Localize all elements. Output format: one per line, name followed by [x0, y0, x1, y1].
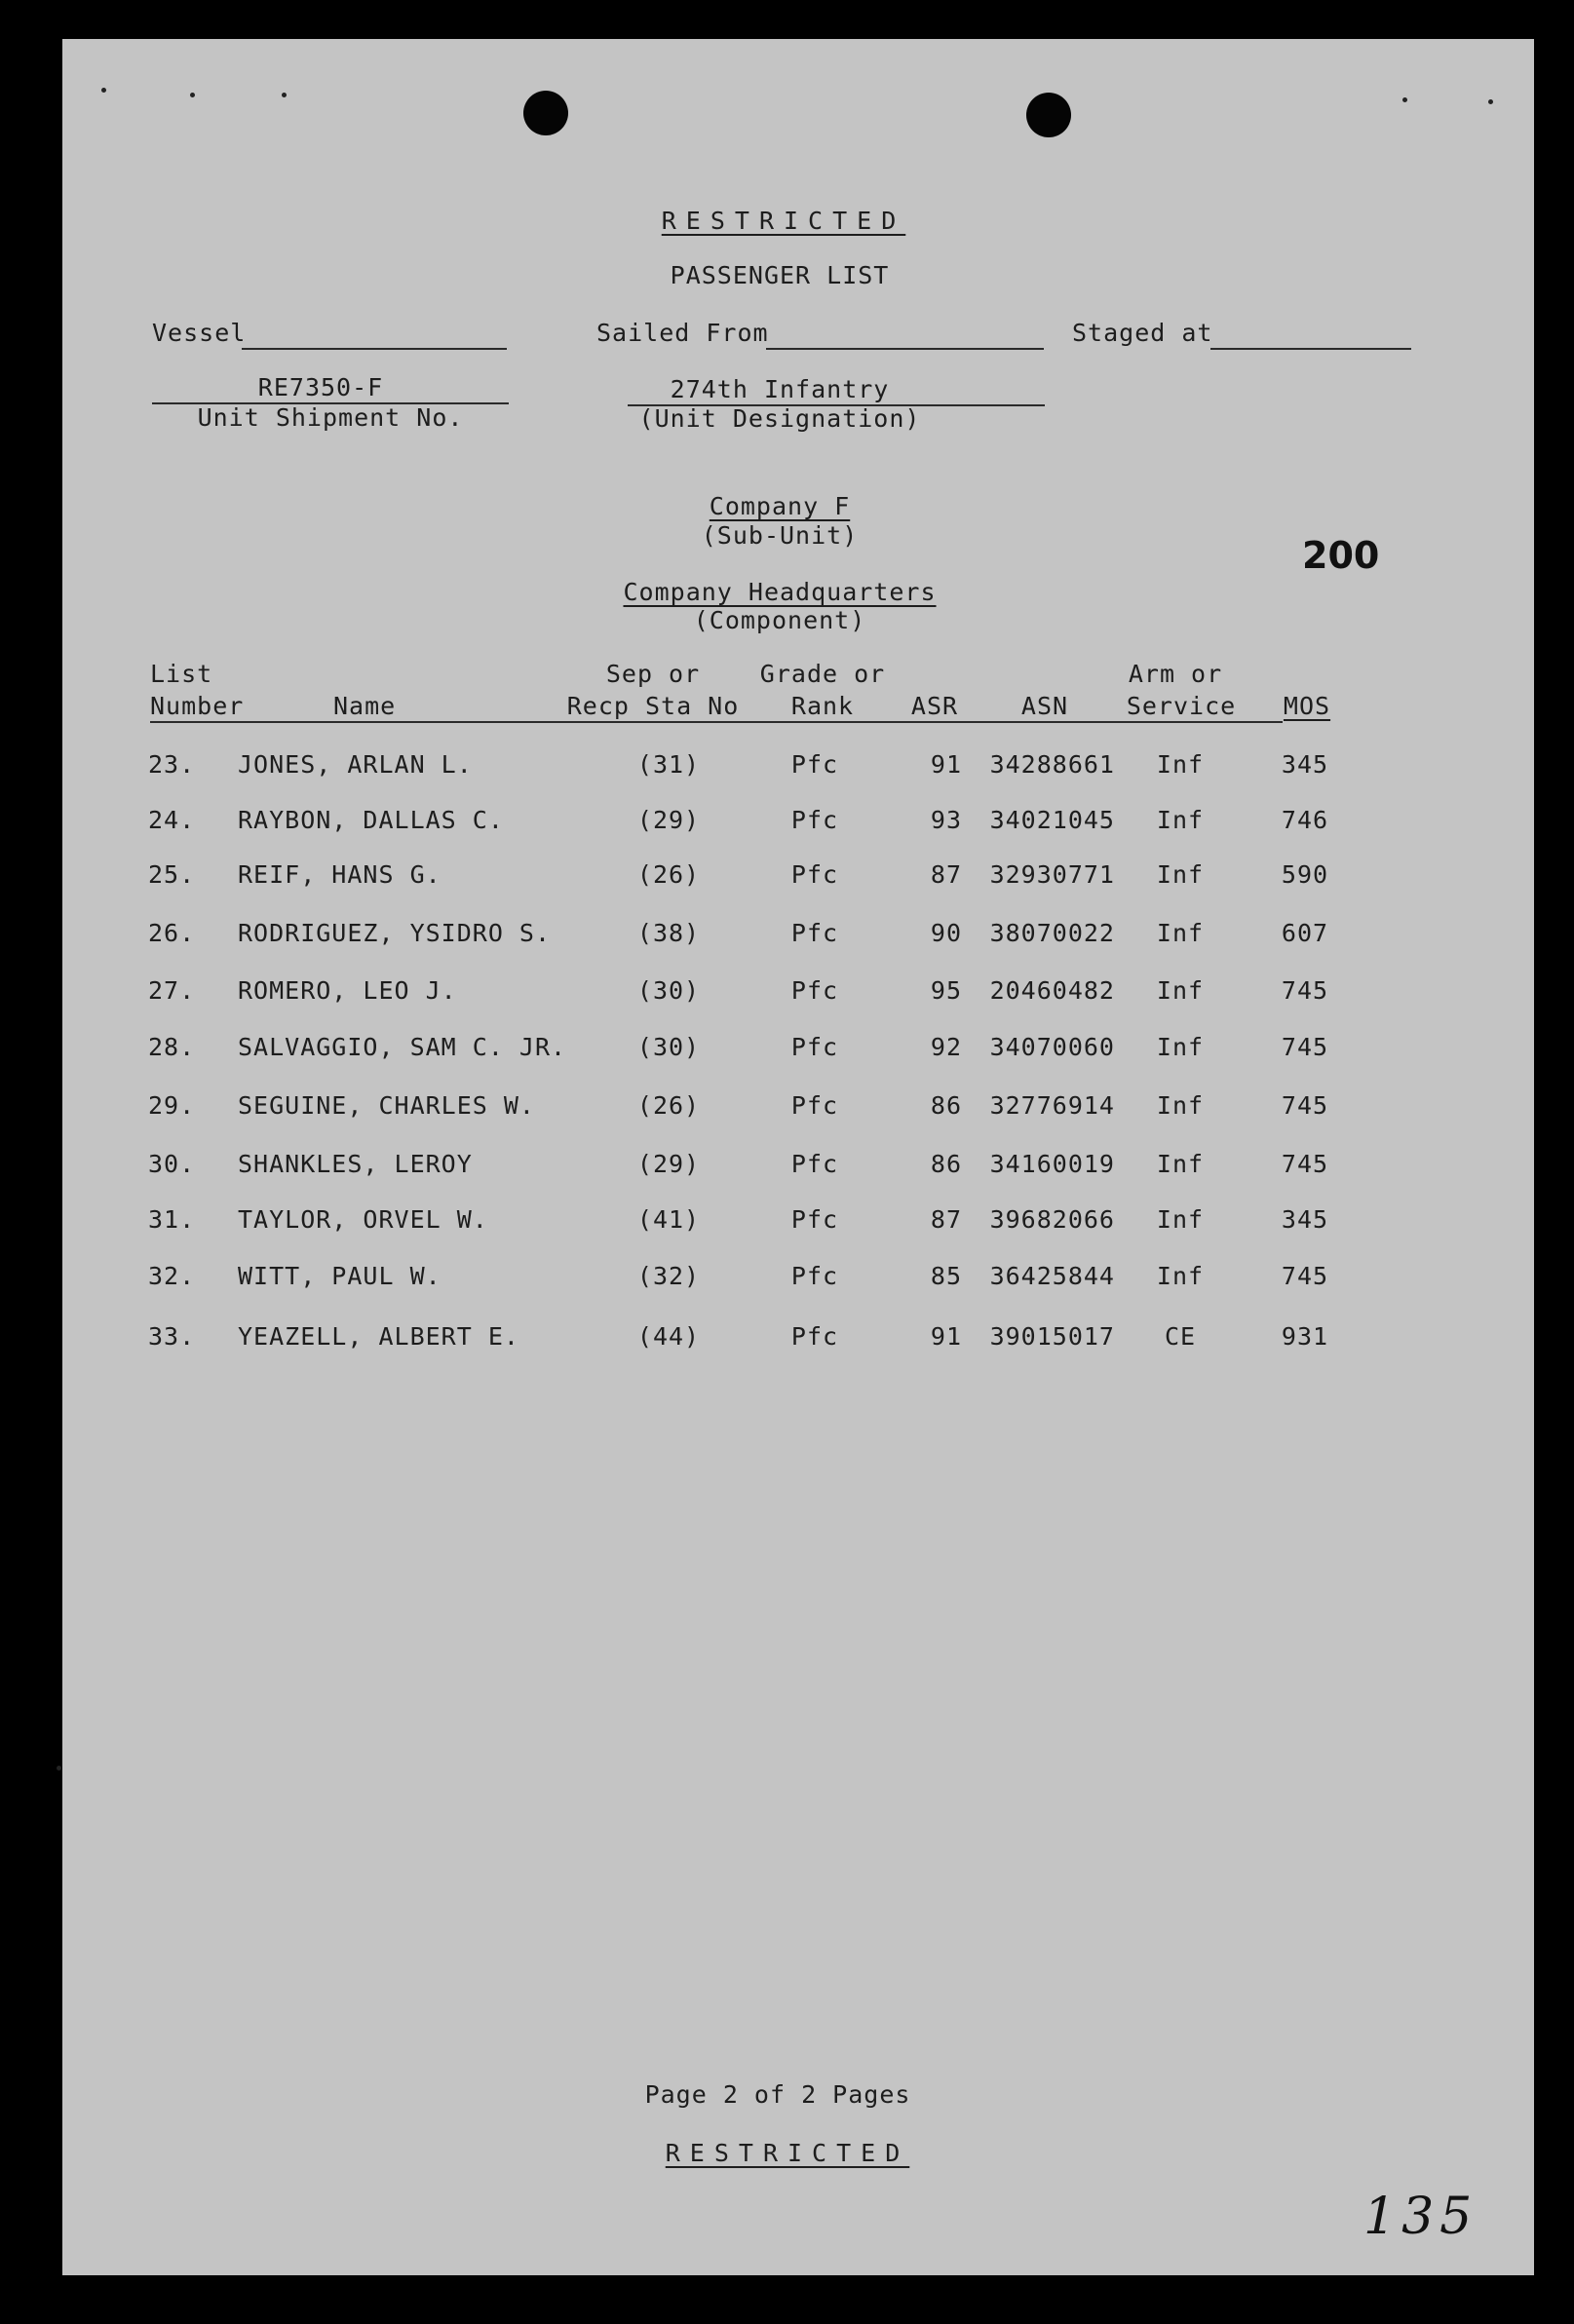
row-rank: Pfc — [790, 860, 839, 889]
row-asr: 91 — [930, 750, 962, 779]
unit-shipment-value: RE7350-F — [257, 373, 384, 401]
row-station: (29) — [636, 1150, 701, 1178]
row-rank: Pfc — [790, 1262, 839, 1290]
staged-at-field-line — [1210, 348, 1411, 350]
row-station: (30) — [636, 1033, 701, 1061]
handwritten-page-number: 135 — [1363, 2188, 1478, 2246]
col-grade-label: Grade or — [759, 660, 886, 688]
punch-hole-left — [523, 91, 568, 135]
speck — [101, 88, 106, 93]
sailed-from-field-line — [766, 348, 1044, 350]
row-number: 25. — [148, 860, 196, 889]
row-name: ROMERO, LEO J. — [238, 976, 457, 1005]
row-rank: Pfc — [790, 806, 839, 834]
col-recp-sta-label: Recp Sta No — [566, 692, 740, 720]
sub-unit-value: Company F — [709, 492, 851, 520]
unit-designation-value: 274th Infantry — [670, 375, 890, 403]
unit-shipment-caption: Unit Shipment No. — [197, 403, 464, 432]
row-station: (29) — [636, 806, 701, 834]
row-number: 29. — [148, 1091, 196, 1120]
row-station: (38) — [636, 919, 701, 947]
col-sep-label: Sep or — [605, 660, 701, 688]
row-arm: CE — [1164, 1322, 1197, 1351]
row-mos: 745 — [1281, 1091, 1329, 1120]
row-arm: Inf — [1156, 976, 1205, 1005]
row-asn: 36425844 — [989, 1262, 1115, 1290]
row-asr: 95 — [930, 976, 962, 1005]
component-value: Company Headquarters — [623, 578, 937, 606]
row-station: (26) — [636, 860, 701, 889]
vessel-label: Vessel — [152, 319, 247, 347]
row-arm: Inf — [1156, 1150, 1205, 1178]
row-number: 31. — [148, 1205, 196, 1234]
restricted-footer: RESTRICTED — [665, 2139, 910, 2167]
row-arm: Inf — [1156, 806, 1205, 834]
row-name: JONES, ARLAN L. — [238, 750, 473, 779]
row-asr: 86 — [930, 1091, 962, 1120]
row-arm: Inf — [1156, 860, 1205, 889]
row-arm: Inf — [1156, 919, 1205, 947]
row-arm: Inf — [1156, 1033, 1205, 1061]
sub-unit-caption: (Sub-Unit) — [701, 521, 859, 550]
row-station: (32) — [636, 1262, 701, 1290]
row-asn: 39682066 — [989, 1205, 1115, 1234]
column-header-underline — [150, 721, 1283, 723]
row-mos: 590 — [1281, 860, 1329, 889]
stamped-number: 200 — [1302, 534, 1380, 577]
row-name: SALVAGGIO, SAM C. JR. — [238, 1033, 567, 1061]
punch-hole-right — [1026, 93, 1071, 137]
row-mos: 931 — [1281, 1322, 1329, 1351]
row-asn: 32776914 — [989, 1091, 1115, 1120]
row-number: 26. — [148, 919, 196, 947]
row-asr: 87 — [930, 1205, 962, 1234]
row-number: 30. — [148, 1150, 196, 1178]
row-name: SHANKLES, LEROY — [238, 1150, 473, 1178]
speck — [1488, 99, 1493, 104]
row-number: 32. — [148, 1262, 196, 1290]
row-asr: 86 — [930, 1150, 962, 1178]
row-asn: 34160019 — [989, 1150, 1115, 1178]
speck — [190, 93, 195, 97]
speck — [1402, 97, 1407, 102]
row-asn: 34021045 — [989, 806, 1115, 834]
row-name: SEGUINE, CHARLES W. — [238, 1091, 535, 1120]
row-arm: Inf — [1156, 750, 1205, 779]
row-station: (26) — [636, 1091, 701, 1120]
row-name: WITT, PAUL W. — [238, 1262, 441, 1290]
row-station: (31) — [636, 750, 701, 779]
row-rank: Pfc — [790, 1205, 839, 1234]
row-arm: Inf — [1156, 1262, 1205, 1290]
row-mos: 745 — [1281, 1262, 1329, 1290]
row-rank: Pfc — [790, 750, 839, 779]
speck — [282, 93, 287, 97]
row-number: 33. — [148, 1322, 196, 1351]
row-asr: 90 — [930, 919, 962, 947]
row-arm: Inf — [1156, 1091, 1205, 1120]
col-name-label: Name — [333, 692, 397, 720]
col-asr-label: ASR — [910, 692, 959, 720]
row-asr: 91 — [930, 1322, 962, 1351]
document-title: PASSENGER LIST — [670, 261, 890, 289]
row-asn: 20460482 — [989, 976, 1115, 1005]
row-rank: Pfc — [790, 919, 839, 947]
row-number: 24. — [148, 806, 196, 834]
restricted-heading: RESTRICTED — [661, 207, 906, 235]
row-asr: 93 — [930, 806, 962, 834]
col-mos-label: MOS — [1283, 692, 1331, 720]
component-caption: (Component) — [693, 606, 866, 634]
row-rank: Pfc — [790, 976, 839, 1005]
row-asn: 34288661 — [989, 750, 1115, 779]
row-asn: 32930771 — [989, 860, 1115, 889]
row-mos: 345 — [1281, 750, 1329, 779]
row-station: (44) — [636, 1322, 701, 1351]
col-arm-label: Arm or — [1128, 660, 1223, 688]
row-name: YEAZELL, ALBERT E. — [238, 1322, 519, 1351]
unit-designation-caption: (Unit Designation) — [638, 404, 921, 433]
row-rank: Pfc — [790, 1091, 839, 1120]
row-name: REIF, HANS G. — [238, 860, 441, 889]
row-name: RODRIGUEZ, YSIDRO S. — [238, 919, 552, 947]
col-asn-label: ASN — [1020, 692, 1069, 720]
staged-at-label: Staged at — [1072, 319, 1213, 347]
row-asr: 87 — [930, 860, 962, 889]
row-arm: Inf — [1156, 1205, 1205, 1234]
row-station: (30) — [636, 976, 701, 1005]
row-mos: 745 — [1281, 1150, 1329, 1178]
row-name: TAYLOR, ORVEL W. — [238, 1205, 488, 1234]
row-asr: 85 — [930, 1262, 962, 1290]
speck — [57, 1766, 61, 1771]
row-mos: 345 — [1281, 1205, 1329, 1234]
row-asn: 39015017 — [989, 1322, 1115, 1351]
page-count: Page 2 of 2 Pages — [644, 2080, 911, 2109]
col-service-label: Service — [1126, 692, 1237, 720]
row-number: 23. — [148, 750, 196, 779]
row-rank: Pfc — [790, 1322, 839, 1351]
col-list-label: List — [150, 660, 213, 688]
row-mos: 745 — [1281, 1033, 1329, 1061]
row-rank: Pfc — [790, 1150, 839, 1178]
vessel-field-line — [242, 348, 507, 350]
col-number-label: Number — [150, 692, 245, 720]
row-station: (41) — [636, 1205, 701, 1234]
document-page — [62, 39, 1534, 2275]
row-name: RAYBON, DALLAS C. — [238, 806, 504, 834]
sailed-from-label: Sailed From — [596, 319, 769, 347]
row-asr: 92 — [930, 1033, 962, 1061]
row-number: 27. — [148, 976, 196, 1005]
row-mos: 607 — [1281, 919, 1329, 947]
row-asn: 38070022 — [989, 919, 1115, 947]
col-rank-label: Rank — [790, 692, 855, 720]
row-rank: Pfc — [790, 1033, 839, 1061]
row-asn: 34070060 — [989, 1033, 1115, 1061]
row-mos: 746 — [1281, 806, 1329, 834]
row-number: 28. — [148, 1033, 196, 1061]
row-mos: 745 — [1281, 976, 1329, 1005]
